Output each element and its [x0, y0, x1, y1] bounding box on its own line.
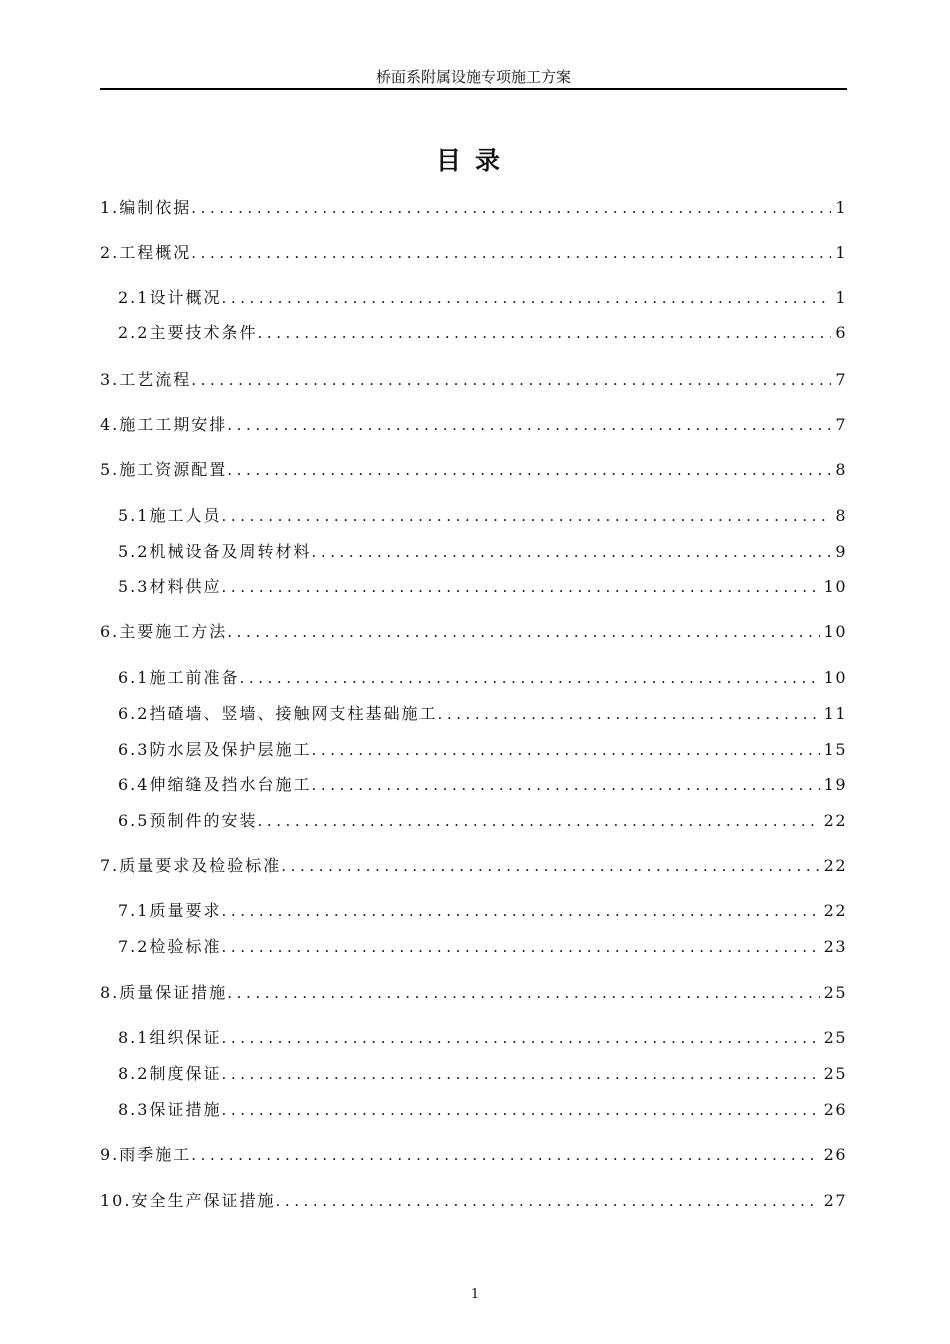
toc-entry-label: 10.安全生产保证措施 [100, 1191, 276, 1210]
toc-entry-label: 3.工艺流程 [100, 370, 192, 389]
toc-entry-label: 5.施工资源配置 [100, 460, 228, 479]
toc-entry-page: 27 [823, 1191, 847, 1210]
toc-entry-page: 6 [835, 323, 847, 342]
toc-entry[interactable] [100, 854, 847, 878]
toc-entry-page: 7 [835, 370, 847, 389]
toc-entry-label: 6.3防水层及保护层施工 [118, 740, 312, 759]
toc-entry[interactable] [100, 1062, 847, 1086]
toc-entry-label: 2.工程概况 [100, 243, 192, 262]
toc-entry-label: 9.雨季施工 [100, 1145, 192, 1164]
toc-entry-label: 1.编制依据 [100, 198, 192, 217]
toc-entry[interactable] [100, 413, 847, 437]
toc-entry[interactable] [100, 1143, 847, 1167]
toc-entry[interactable] [100, 809, 847, 833]
toc-dot-leader [191, 1143, 819, 1167]
toc-entry-label: 6.4伸缩缝及挡水台施工 [118, 775, 312, 794]
toc-entry-label: 6.1施工前准备 [118, 668, 240, 687]
toc-entry-page: 11 [823, 704, 847, 723]
toc-entry[interactable] [100, 935, 847, 959]
toc-entry-page: 26 [823, 1100, 847, 1119]
toc-entry[interactable] [100, 738, 847, 762]
toc-dot-leader [227, 981, 819, 1005]
toc-dot-leader [191, 196, 831, 220]
toc-entry-page: 23 [823, 937, 847, 956]
toc-dot-leader [221, 504, 831, 528]
toc-entry-label: 8.2制度保证 [118, 1064, 222, 1083]
table-of-contents [100, 0, 847, 1344]
toc-entry-page: 9 [835, 542, 847, 561]
toc-entry-page: 19 [823, 775, 847, 794]
toc-entry[interactable] [100, 196, 847, 220]
toc-entry-page: 1 [835, 198, 847, 217]
toc-dot-leader [221, 1026, 819, 1050]
toc-dot-leader [437, 702, 819, 726]
toc-entry[interactable] [100, 458, 847, 482]
toc-entry-page: 7 [835, 415, 847, 434]
toc-entry-label: 4.施工工期安排 [100, 415, 228, 434]
toc-entry-page: 10 [823, 577, 847, 596]
toc-entry[interactable] [100, 1026, 847, 1050]
toc-entry-page: 15 [823, 740, 847, 759]
toc-entry-label: 2.1设计概况 [118, 288, 222, 307]
toc-entry-page: 25 [823, 1064, 847, 1083]
toc-entry[interactable] [100, 575, 847, 599]
toc-dot-leader [227, 413, 831, 437]
toc-entry[interactable] [100, 321, 847, 345]
toc-entry-label: 5.1施工人员 [118, 506, 222, 525]
toc-entry[interactable] [100, 241, 847, 265]
toc-dot-leader [221, 575, 819, 599]
toc-entry[interactable] [100, 702, 847, 726]
toc-dot-leader [311, 738, 819, 762]
toc-entry-page: 1 [835, 243, 847, 262]
toc-dot-leader [257, 321, 831, 345]
toc-entry-label: 2.2主要技术条件 [118, 323, 258, 342]
toc-entry-page: 8 [835, 460, 847, 479]
toc-dot-leader [239, 666, 819, 690]
toc-entry-label: 5.3材料供应 [118, 577, 222, 596]
toc-dot-leader [221, 286, 831, 310]
toc-entry-label: 7.质量要求及检验标准 [100, 856, 282, 875]
toc-entry-page: 26 [823, 1145, 847, 1164]
toc-dot-leader [257, 809, 819, 833]
toc-entry-label: 8.质量保证措施 [100, 983, 228, 1002]
page-number: 1 [470, 1287, 480, 1302]
toc-entry-label: 6.5预制件的安装 [118, 811, 258, 830]
toc-entry-label: 7.1质量要求 [118, 901, 222, 920]
toc-entry-label: 6.2挡碴墙、竖墙、接触网支柱基础施工 [118, 704, 438, 723]
toc-entry-page: 22 [823, 811, 847, 830]
toc-entry-label: 6.主要施工方法 [100, 622, 228, 641]
toc-dot-leader [227, 620, 819, 644]
toc-entry[interactable] [100, 773, 847, 797]
toc-entry-label: 8.3保证措施 [118, 1100, 222, 1119]
toc-entry-page: 25 [823, 1028, 847, 1047]
toc-dot-leader [275, 1189, 819, 1213]
toc-entry-page: 22 [823, 901, 847, 920]
toc-entry-page: 1 [835, 288, 847, 307]
toc-dot-leader [227, 458, 831, 482]
toc-dot-leader [221, 935, 819, 959]
toc-entry[interactable] [100, 620, 847, 644]
toc-entry[interactable] [100, 540, 847, 564]
toc-entry[interactable] [100, 899, 847, 923]
toc-title: 目录 [435, 146, 514, 175]
toc-dot-leader [311, 540, 831, 564]
toc-dot-leader [221, 1062, 819, 1086]
toc-entry-label: 5.2机械设备及周转材料 [118, 542, 312, 561]
toc-dot-leader [191, 241, 831, 265]
toc-entry[interactable] [100, 1098, 847, 1122]
toc-entry[interactable] [100, 286, 847, 310]
toc-entry-page: 25 [823, 983, 847, 1002]
toc-entry[interactable] [100, 981, 847, 1005]
toc-dot-leader [191, 368, 831, 392]
toc-entry-page: 22 [823, 856, 847, 875]
toc-entry[interactable] [100, 368, 847, 392]
toc-dot-leader [311, 773, 819, 797]
toc-entry[interactable] [100, 1189, 847, 1213]
toc-entry-page: 8 [835, 506, 847, 525]
toc-entry-page: 10 [823, 622, 847, 641]
running-header: 桥面系附属设施专项施工方案 [375, 68, 571, 86]
toc-dot-leader [281, 854, 819, 878]
toc-entry[interactable] [100, 504, 847, 528]
toc-entry-label: 7.2检验标准 [118, 937, 222, 956]
toc-dot-leader [221, 1098, 819, 1122]
toc-dot-leader [221, 899, 819, 923]
toc-entry-page: 10 [823, 668, 847, 687]
toc-entry-label: 8.1组织保证 [118, 1028, 222, 1047]
toc-entry[interactable] [100, 666, 847, 690]
